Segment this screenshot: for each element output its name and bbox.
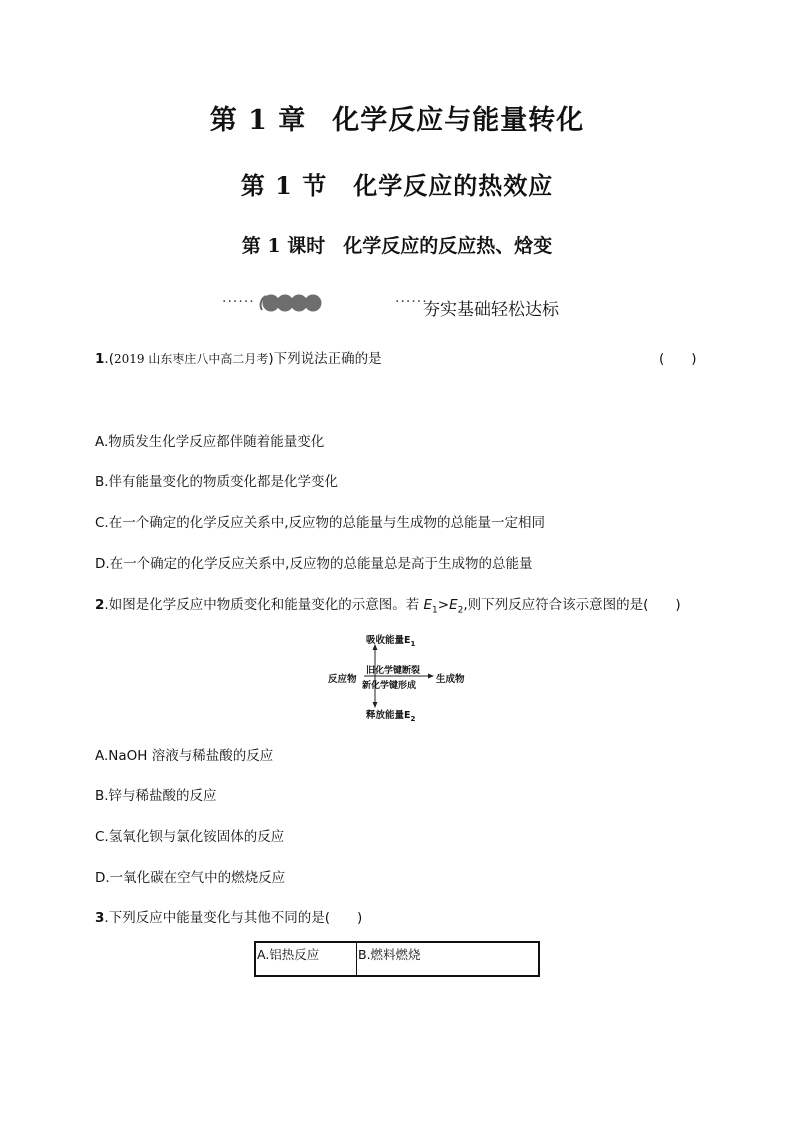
section-title xyxy=(0,166,794,201)
question-1-number: 1 xyxy=(95,351,105,367)
question-1-option-a: A.物质发生化学反应都伴随着能量变化 xyxy=(95,434,325,450)
energy-diagram xyxy=(326,630,476,722)
e1-symbol: E xyxy=(423,597,433,613)
release-text: 释放能量E xyxy=(366,710,411,721)
question-3-option-b: B.燃料燃烧 xyxy=(357,942,540,976)
question-3-number: 3 xyxy=(95,910,105,926)
question-1-option-b: B.伴有能量变化的物质变化都是化学变化 xyxy=(95,474,339,490)
diagram-bond-break-label: 旧化学键断裂 xyxy=(366,666,421,676)
gt-symbol: > xyxy=(437,597,450,613)
section-name: 化学反应的热效应 xyxy=(353,171,554,200)
e2-subscript: 2 xyxy=(457,605,464,616)
lesson-name: 化学反应的反应热、焓变 xyxy=(343,235,553,257)
question-1-answer-paren: ( ) xyxy=(659,351,697,367)
question-2-option-c: C.氢氧化钡与氯化铵固体的反应 xyxy=(95,829,285,845)
question-2-option-a: A.NaOH 溶液与稀盐酸的反应 xyxy=(95,748,274,764)
question-1-text: )下列说法正确的是 xyxy=(268,351,382,367)
banner-dots-left: ······ xyxy=(222,294,255,310)
question-2-option-d: D.一氧化碳在空气中的燃烧反应 xyxy=(95,870,286,886)
question-3-options-table xyxy=(254,941,540,977)
question-3-option-a: A.铝热反应 xyxy=(255,942,357,976)
question-1-option-d: D.在一个确定的化学反应关系中,反应物的总能量总是高于生成物的总能量 xyxy=(95,556,533,572)
banner-text: 夯实基础轻松达标 xyxy=(423,300,559,320)
chapter-title xyxy=(0,98,794,137)
question-2-number: 2 xyxy=(95,597,105,613)
chapter-number: 第 1 章 xyxy=(209,105,307,136)
lesson-number: 第 1 课时 xyxy=(241,235,326,257)
diagram-absorb-label xyxy=(366,632,415,648)
e1-subscript: 1 xyxy=(432,605,438,616)
diagram-reactant-label: 反应物 xyxy=(328,674,357,685)
question-2-option-b: B.锌与稀盐酸的反应 xyxy=(95,788,217,804)
e2-symbol: E xyxy=(449,597,458,613)
question-2-stem xyxy=(95,593,681,616)
lesson-title xyxy=(0,231,794,258)
question-3-text: .下列反应中能量变化与其他不同的是( ) xyxy=(104,910,363,926)
absorb-text: 吸收能量E xyxy=(366,635,411,646)
release-subscript: 2 xyxy=(410,714,416,723)
diagram-release-label xyxy=(366,707,415,723)
question-1-option-c: C.在一个确定的化学反应关系中,反应物的总能量与生成物的总能量一定相同 xyxy=(95,515,546,531)
banner-dots-right: ······ xyxy=(395,294,428,310)
banner-badge-icon xyxy=(256,292,330,314)
question-3-stem xyxy=(95,906,362,926)
diagram-product-label: 生成物 xyxy=(436,674,465,685)
chapter-name: 化学反应与能量转化 xyxy=(332,105,585,136)
question-1-source: 2019 山东枣庄八中高二月考 xyxy=(113,352,269,366)
diagram-bond-form-label: 新化学键形成 xyxy=(362,681,417,691)
table-row xyxy=(255,942,539,976)
question-2-text-a: .如图是化学反应中物质变化和能量变化的示意图。若 xyxy=(104,597,424,613)
question-2-text-b: ,则下列反应符合该示意图的是( ) xyxy=(463,597,681,613)
section-banner xyxy=(0,290,794,320)
question-1-prefix: .( xyxy=(104,351,114,367)
question-1-stem xyxy=(95,347,382,367)
section-number: 第 1 节 xyxy=(240,171,328,200)
absorb-subscript: 1 xyxy=(410,639,416,648)
